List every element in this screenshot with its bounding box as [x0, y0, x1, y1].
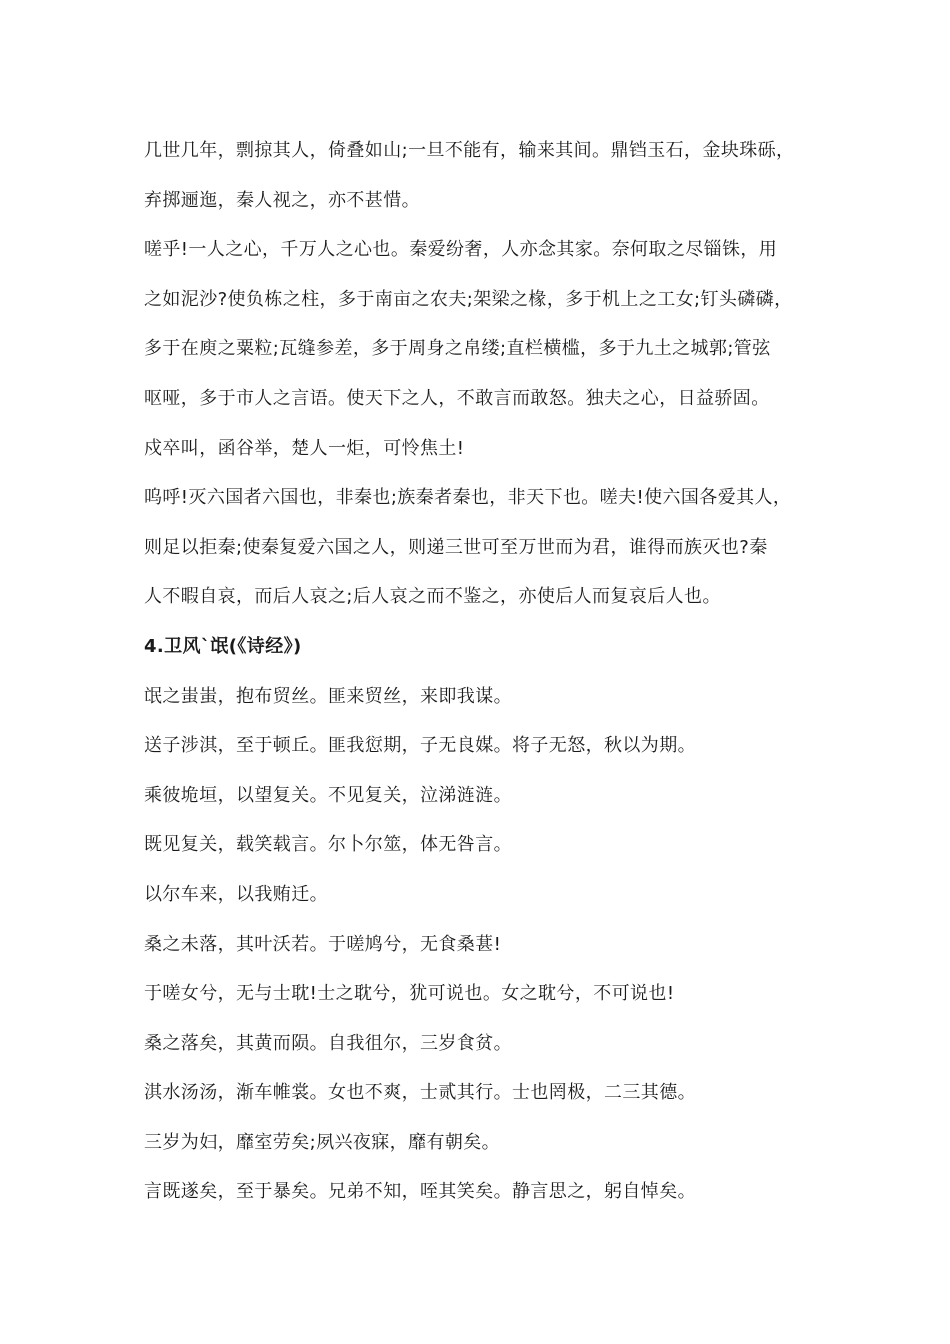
text-line: 弃掷逦迤，秦人视之，亦不甚惜。 [144, 189, 420, 211]
text-line: 乘彼垝垣，以望复关。不见复关，泣涕涟涟。 [144, 784, 512, 806]
text-line: 桑之落矣，其黄而陨。自我徂尔，三岁食贫。 [144, 1032, 512, 1054]
text-line: 嗟乎!一人之心，千万人之心也。秦爱纷奢，人亦念其家。奈何取之尽锱铢，用 [144, 239, 778, 261]
section-heading: 4.卫风`氓(《诗经》) [144, 635, 302, 657]
text-line: 人不暇自哀，而后人哀之;后人哀之而不鉴之，亦使后人而复哀后人也。 [144, 586, 721, 608]
text-line: 戍卒叫，函谷举，楚人一炬，可怜焦土! [144, 437, 465, 459]
text-line: 言既遂矣，至于暴矣。兄弟不知，咥其笑矣。静言思之，躬自悼矣。 [144, 1181, 696, 1203]
text-line: 以尔车来，以我贿迁。 [144, 883, 328, 905]
document-body [144, 126, 834, 1217]
text-line: 呕哑，多于市人之言语。使天下之人，不敢言而敢怒。独夫之心，日益骄固。 [144, 387, 770, 409]
text-line: 三岁为妇，靡室劳矣;夙兴夜寐，靡有朝矣。 [144, 1131, 501, 1153]
text-line: 呜呼!灭六国者六国也，非秦也;族秦者秦也，非天下也。嗟夫!使六国各爱其人， [144, 487, 792, 509]
text-line: 之如泥沙?使负栋之柱，多于南亩之农夫;架梁之椽，多于机上之工女;钉头磷磷， [144, 288, 793, 310]
text-line: 几世几年，剽掠其人，倚叠如山;一旦不能有，输来其间。鼎铛玉石，金块珠砾， [144, 140, 795, 161]
text-line: 桑之未落，其叶沃若。于嗟鸠兮，无食桑葚! [144, 933, 502, 955]
text-line: 则足以拒秦;使秦复爱六国之人，则递三世可至万世而为君，谁得而族灭也?秦 [144, 536, 768, 558]
text-line: 既见复关，载笑载言。尔卜尔筮，体无咎言。 [144, 834, 512, 856]
text-line: 氓之蚩蚩，抱布贸丝。匪来贸丝，来即我谋。 [144, 685, 512, 707]
text-line: 淇水汤汤，渐车帷裳。女也不爽，士贰其行。士也罔极，二三其德。 [144, 1082, 696, 1104]
text-line: 于嗟女兮，无与士耽!士之耽兮，犹可说也。女之耽兮，不可说也! [144, 983, 675, 1005]
text-line: 送子涉淇，至于顿丘。匪我愆期，子无良媒。将子无怒，秋以为期。 [144, 735, 696, 757]
text-line: 多于在庾之粟粒;瓦缝参差，多于周身之帛缕;直栏横槛，多于九土之城郭;管弦 [144, 338, 771, 360]
